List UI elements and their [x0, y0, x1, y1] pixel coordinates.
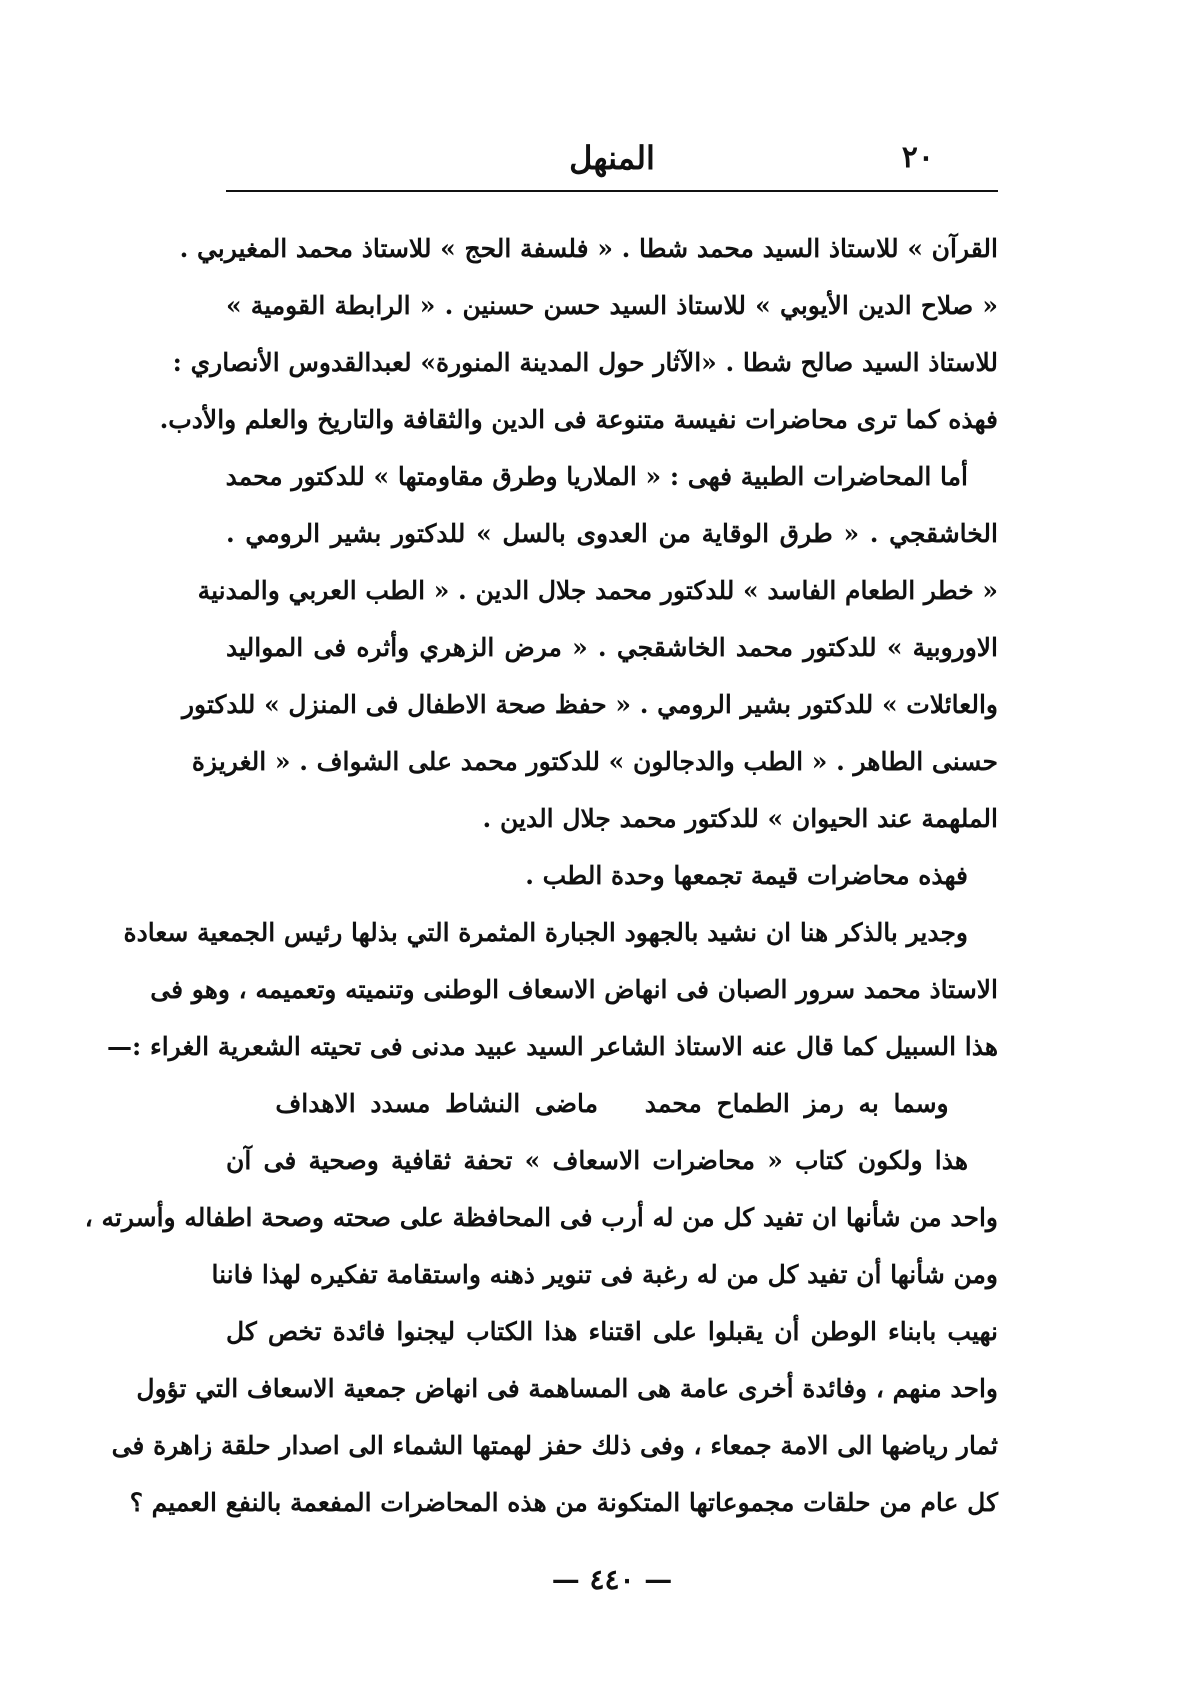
text-line: هذا ولكون كتاب « محاضرات الاسعاف » تحفة ثقافية وصحية فى آن [226, 1146, 968, 1175]
verse-hemistich-second: ماضى النشاط مسدد الاهداف [275, 1089, 598, 1118]
text-line: حسنى الطاهر . « الطب والدجالون » للدكتور محمد على الشواف . « الغريزة [191, 747, 998, 776]
header-rule [226, 190, 998, 192]
page-header [226, 138, 998, 178]
text-line: ثمار رياضها الى الامة جمعاء ، وفى ذلك حفز لهمتها الشماء الى اصدار حلقة زاهرة فى [111, 1431, 998, 1460]
text-line: وجدير بالذكر هنا ان نشيد بالجهود الجبارة المثمرة التي بذلها رئيس الجمعية سعادة [123, 918, 968, 947]
text-line: « خطر الطعام الفاسد » للدكتور محمد جلال الدين . « الطب العربي والمدنية [197, 576, 998, 605]
text-line: نهيب بابناء الوطن أن يقبلوا على اقتناء هذا الكتاب ليجنوا فائدة تخص كل [226, 1317, 998, 1346]
header-page-number: ٢٠ [901, 140, 934, 175]
text-line: ومن شأنها أن تفيد كل من له رغبة فى تنوير ذهنه واستقامة تفكيره لهذا فاننا [211, 1260, 998, 1289]
running-title: المنهل [569, 139, 655, 177]
footer-page-number: — ٤٤٠ — [551, 1563, 673, 1596]
verse-hemistich-first: وسما به رمز الطماح محمد [644, 1089, 949, 1118]
text-line: للاستاذ السيد صالح شطا . «الآثار حول المدينة المنورة» لعبدالقدوس الأنصاري : [172, 348, 998, 377]
text-line: الاستاذ محمد سرور الصبان فى انهاض الاسعاف الوطنى وتنميته وتعميمه ، وهو فى [150, 975, 998, 1004]
text-line: هذا السبيل كما قال عنه الاستاذ الشاعر السيد عبيد مدنى فى تحيته الشعرية الغراء :— [107, 1032, 998, 1061]
text-line: فهذه كما ترى محاضرات نفيسة متنوعة فى الدين والثقافة والتاريخ والعلم والأدب. [159, 405, 998, 434]
poetry-verse [226, 1075, 998, 1132]
text-line: فهذه محاضرات قيمة تجمعها وحدة الطب . [525, 861, 968, 890]
text-line: الملهمة عند الحيوان » للدكتور محمد جلال الدين . [482, 804, 998, 833]
text-line: القرآن » للاستاذ السيد محمد شطا . « فلسفة الحج » للاستاذ محمد المغيربي . [179, 234, 998, 263]
text-line: واحد من شأنها ان تفيد كل من له أرب فى المحافظة على صحته وصحة اطفاله وأسرته ، [84, 1203, 998, 1232]
text-line: واحد منهم ، وفائدة أخرى عامة هى المساهمة فى انهاض جمعية الاسعاف التي تؤول [136, 1374, 998, 1403]
text-line: والعائلات » للدكتور بشير الرومي . « حفظ صحة الاطفال فى المنزل » للدكتور [181, 690, 998, 719]
text-line: « صلاح الدين الأيوبي » للاستاذ السيد حسن حسنين . « الرابطة القومية » [226, 291, 998, 320]
text-line: كل عام من حلقات مجموعاتها المتكونة من هذه المحاضرات المفعمة بالنفع العميم ؟ [129, 1488, 998, 1517]
text-line: الخاشقجي . « طرق الوقاية من العدوى بالسل » للدكتور بشير الرومي . [226, 519, 998, 548]
text-line: أما المحاضرات الطبية فهى : « الملاريا وطرق مقاومتها » للدكتور محمد [225, 462, 968, 491]
body-text [84, 220, 998, 1531]
text-line: الاوروبية » للدكتور محمد الخاشقجي . « مرض الزهري وأثره فى المواليد [226, 633, 998, 662]
